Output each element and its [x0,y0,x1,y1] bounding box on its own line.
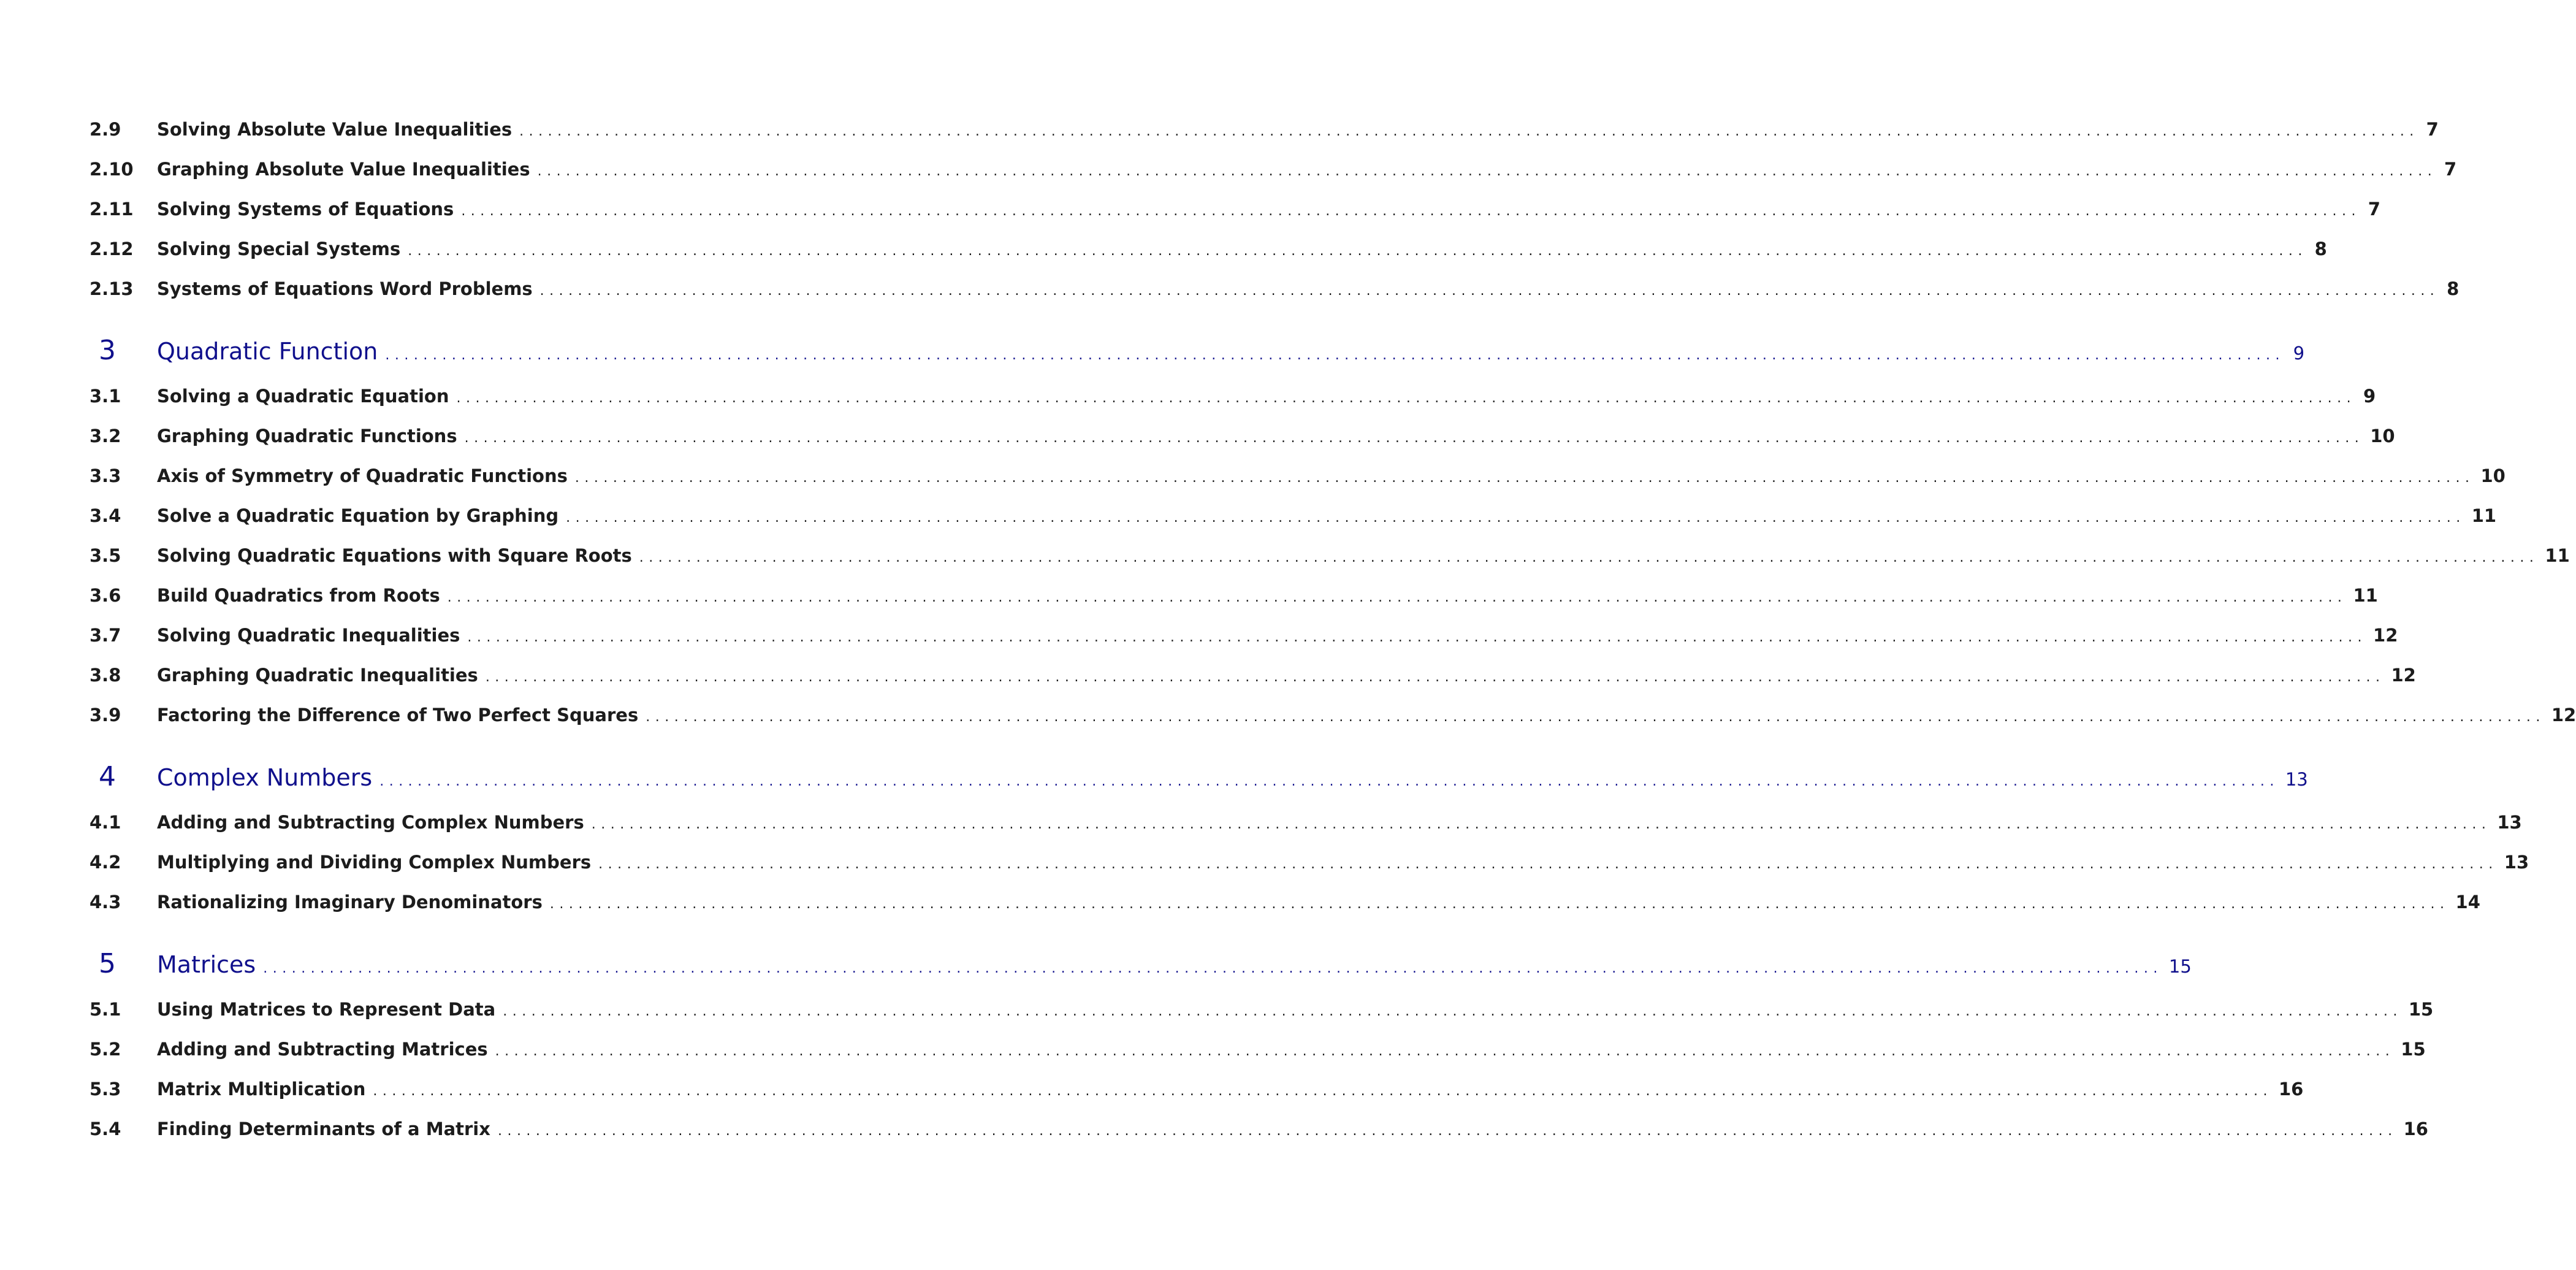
toc-entry-number: 3.7 [90,625,121,646]
toc-entry-page: 12 [2373,625,2398,646]
toc-entry-page: 8 [2447,278,2460,299]
dot-leader: ........................................................................................................................................................................................................ [549,897,2450,912]
dot-leader: ........................................................................................................................................................................................................ [574,470,2475,486]
dot-leader: ........................................................................................................................................................................................................ [263,961,2163,976]
dot-leader: ........................................................................................................................................................................................................ [456,391,2357,406]
toc-chapter-4[interactable] [90,760,2308,794]
toc-entry-page: 15 [2401,1039,2426,1060]
toc-entry-3-1[interactable] [90,383,2376,410]
toc-entry-3-5[interactable] [90,542,2570,569]
dot-leader: ........................................................................................................................................................................................................ [447,590,2347,605]
toc-entry-number: 4.2 [90,852,121,873]
toc-entry-page: 12 [2391,665,2416,686]
toc-entry-page: 16 [2279,1079,2304,1100]
dot-leader: ........................................................................................................................................................................................................ [373,1084,2273,1099]
toc-chapter-number: 4 [99,761,116,792]
toc-entry-4-3[interactable] [90,889,2480,916]
dot-leader: ........................................................................................................................................................................................................ [408,243,2307,259]
toc-chapter-page: 13 [2285,769,2308,790]
toc-entry-title: Adding and Subtracting Matrices [157,1039,488,1060]
toc-entry-title: Rationalizing Imaginary Denominators [157,892,543,912]
toc-chapter-3[interactable] [90,334,2305,368]
toc-entry-title: Solving a Quadratic Equation [157,386,449,407]
toc-entry-3-7[interactable] [90,622,2398,649]
toc-entry-page: 11 [2471,505,2497,526]
toc-entry-number: 3.3 [90,465,121,486]
toc-entry-title: Solving Special Systems [157,239,401,259]
toc-entry-number: 2.10 [90,159,134,180]
toc-chapter-page: 9 [2293,343,2305,364]
toc-entry-number: 3.2 [90,426,121,446]
dot-leader: ........................................................................................................................................................................................................ [379,774,2279,789]
dot-leader: ........................................................................................................................................................................................................ [539,283,2440,299]
toc-entry-4-1[interactable] [90,809,2522,836]
toc-entry-title: Adding and Subtracting Complex Numbers [157,812,584,833]
dot-leader: ........................................................................................................................................................................................................ [519,124,2419,139]
dot-leader: ........................................................................................................................................................................................................ [495,1044,2395,1059]
toc-entry-page: 14 [2455,892,2480,912]
dot-leader: ........................................................................................................................................................................................................ [467,630,2368,645]
dot-leader: ........................................................................................................................................................................................................ [385,348,2285,363]
toc-entry-number: 2.9 [90,119,121,140]
toc-entry-page: 7 [2444,159,2457,180]
dot-leader: ........................................................................................................................................................................................................ [461,204,2361,219]
toc-entry-5-1[interactable] [90,996,2434,1023]
toc-entry-number: 3.4 [90,505,121,526]
toc-entry-page: 16 [2403,1119,2428,1139]
toc-entry-number: 3.1 [90,386,121,407]
toc-entry-number: 5.4 [90,1119,121,1139]
toc-entry-title: Build Quadratics from Roots [157,585,440,606]
toc-chapter-title: Matrices [157,951,256,978]
toc-entry-page: 11 [2545,545,2570,566]
toc-entry-number: 5.2 [90,1039,121,1060]
dot-leader: ........................................................................................................................................................................................................ [591,817,2491,832]
toc-entry-title: Solving Quadratic Inequalities [157,625,460,646]
toc-entry-page: 9 [2363,386,2376,407]
toc-entry-number: 4.3 [90,892,121,912]
toc-entry-5-2[interactable] [90,1036,2426,1063]
toc-chapter-number: 3 [99,335,116,366]
toc-entry-title: Multiplying and Dividing Complex Numbers [157,852,592,873]
toc-entry-number: 2.11 [90,199,134,220]
dot-leader: ........................................................................................................................................................................................................ [485,670,2385,685]
toc-entry-number: 3.8 [90,665,121,686]
toc-entry-3-9[interactable] [90,702,2576,729]
toc-entry-title: Graphing Quadratic Functions [157,426,457,446]
dot-leader: ........................................................................................................................................................................................................ [497,1123,2398,1139]
toc-entry-page: 13 [2497,812,2522,833]
toc-entry-page: 8 [2314,239,2327,259]
toc-entry-3-6[interactable] [90,582,2378,609]
toc-entry-2-11[interactable] [90,196,2380,223]
toc-entry-3-2[interactable] [90,423,2395,449]
toc-entry-title: Systems of Equations Word Problems [157,278,533,299]
toc-entry-number: 5.1 [90,999,121,1020]
toc-entry-3-3[interactable] [90,462,2506,489]
toc-entry-5-4[interactable] [90,1115,2428,1142]
toc-entry-page: 7 [2368,199,2380,220]
toc-chapter-page: 15 [2168,956,2192,977]
dot-leader: ........................................................................................................................................................................................................ [639,550,2539,565]
toc-chapter-number: 5 [99,948,116,979]
toc-entry-number: 3.5 [90,545,121,566]
toc-entry-title: Graphing Absolute Value Inequalities [157,159,530,180]
toc-entry-2-10[interactable] [90,156,2457,183]
toc-entry-2-12[interactable] [90,235,2327,262]
toc-entry-number: 2.12 [90,239,134,259]
toc-entry-title: Finding Determinants of a Matrix [157,1119,490,1139]
toc-entry-page: 13 [2504,852,2529,873]
toc-entry-3-4[interactable] [90,502,2497,529]
dot-leader: ........................................................................................................................................................................................................ [537,164,2437,179]
toc-chapter-5[interactable] [90,947,2192,981]
toc-entry-page: 15 [2408,999,2434,1020]
toc-entry-title: Solving Quadratic Equations with Square Roots [157,545,632,566]
toc-entry-number: 5.3 [90,1079,121,1100]
dot-leader: ........................................................................................................................................................................................................ [646,710,2545,725]
toc-entry-number: 4.1 [90,812,121,833]
toc-entry-title: Solving Absolute Value Inequalities [157,119,513,140]
toc-entry-5-3[interactable] [90,1076,2304,1103]
toc-entry-title: Axis of Symmetry of Quadratic Functions [157,465,568,486]
toc-entry-title: Solve a Quadratic Equation by Graphing [157,505,559,526]
toc-entry-title: Factoring the Difference of Two Perfect Squares [157,705,639,725]
toc-entry-2-9[interactable] [90,116,2439,143]
dot-leader: ........................................................................................................................................................................................................ [503,1004,2403,1019]
toc-entry-page: 10 [2480,465,2506,486]
toc-entry-number: 3.9 [90,705,121,725]
toc-entry-page: 7 [2426,119,2439,140]
toc-entry-2-13[interactable] [90,275,2460,302]
toc-entry-number: 2.13 [90,278,134,299]
toc-chapter-title: Complex Numbers [157,764,373,791]
dot-leader: ........................................................................................................................................................................................................ [598,857,2498,872]
toc-entry-3-8[interactable] [90,662,2416,689]
toc-entry-page: 11 [2353,585,2378,606]
toc-entry-page: 12 [2551,705,2576,725]
toc-entry-title: Matrix Multiplication [157,1079,366,1100]
toc-entry-page: 10 [2370,426,2395,446]
toc-entry-title: Solving Systems of Equations [157,199,454,220]
toc-chapter-title: Quadratic Function [157,338,378,365]
dot-leader: ........................................................................................................................................................................................................ [464,430,2365,446]
toc-entry-4-2[interactable] [90,849,2529,876]
dot-leader: ........................................................................................................................................................................................................ [566,510,2466,526]
toc-entry-number: 3.6 [90,585,121,606]
toc-entry-title: Graphing Quadratic Inequalities [157,665,478,686]
toc-entry-title: Using Matrices to Represent Data [157,999,496,1020]
